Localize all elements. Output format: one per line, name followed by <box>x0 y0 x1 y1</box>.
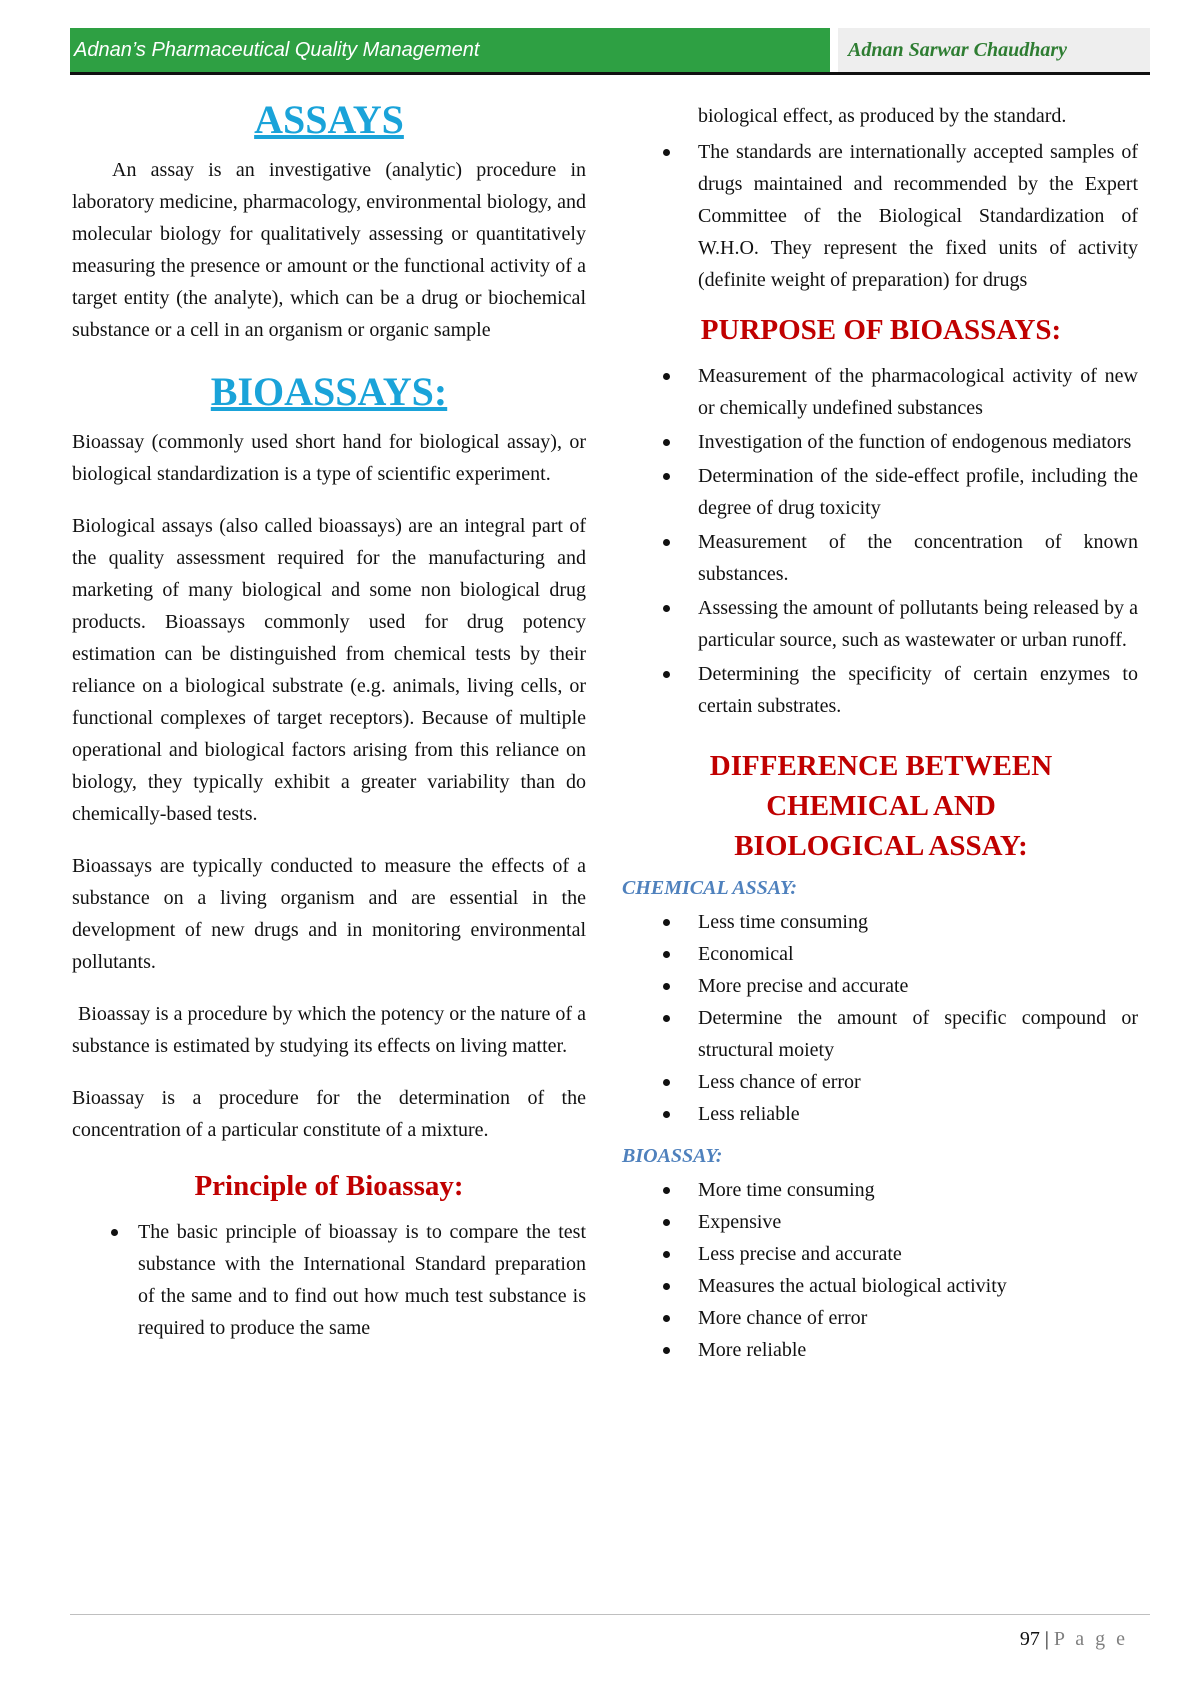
chemical-assay-item: Determine the amount of specific compound or structural moiety <box>624 1002 1138 1066</box>
bioassay-item: Expensive <box>624 1206 1138 1238</box>
difference-heading-line-3: BIOLOGICAL ASSAY: <box>734 830 1028 862</box>
chemical-assay-item: Less chance of error <box>624 1066 1138 1098</box>
bioassay-paragraph-1: Bioassay (commonly used short hand for biological assay), or biological standardization is a type of scientific experiment. <box>72 431 586 485</box>
purpose-heading: PURPOSE OF BIOASSAYS: <box>700 314 1062 346</box>
purpose-list <box>624 360 1138 722</box>
chemical-assay-heading: CHEMICAL ASSAY: <box>622 877 798 899</box>
difference-heading-line-1: DIFFERENCE BETWEEN <box>709 750 1053 782</box>
bioassay-paragraph-3: Bioassays are typically conducted to measure the effects of a substance on a living organism and are essential in the development of new drugs and in monitoring environmental pollutants. <box>72 855 586 973</box>
header-author: Adnan Sarwar Chaudhary <box>838 28 1150 72</box>
principle-heading: Principle of Bioassay: <box>194 1170 464 1202</box>
bioassay-paragraph-2: Biological assays (also called bioassays) are an integral part of the quality assessment required for the manufacturing and marketing of many biological and some non biological drug products. Bioassays commonly used for drug potency estimation can be distinguished from chemical tests by their reliance on a biological substrate (e.g. animals, living cells, or functional complexes of target receptors). Because of multiple operational and biological factors arising from this reliance on biology, they typically exhibit a greater variability than do chemically-based tests. <box>72 515 586 825</box>
chemical-assay-item: Economical <box>624 938 1138 970</box>
bioassay-item: More chance of error <box>624 1302 1138 1334</box>
page-footer <box>1020 1628 1128 1651</box>
continued-text: biological effect, as produced by the standard. <box>698 105 1067 127</box>
difference-heading-line-2: CHEMICAL AND <box>766 790 996 822</box>
bioassay-paragraph-4: Bioassay is a procedure by which the potency or the nature of a substance is estimated by studying its effects on living matter. <box>72 1003 586 1057</box>
purpose-item: Measurement of the pharmacological activity of new or chemically undefined substances <box>624 360 1138 424</box>
bioassays-heading: BIOASSAYS: <box>210 369 448 414</box>
assays-paragraph: An assay is an investigative (analytic) procedure in laboratory medicine, pharmacology, environmental biology, and molecular biology for qualitatively assessing or quantitatively measuring the presence or amount or the functional activity of a target entity (the analyte), which can be a drug or biochemical substance or a cell in an organism or organic sample <box>72 159 586 341</box>
standards-item: The standards are internationally accepted samples of drugs maintained and recommended by the Expert Committee of the Biological Standardization of W.H.O. They represent the fixed units of activity (definite weight of preparation) for drugs <box>624 136 1138 296</box>
bioassay-item: Less precise and accurate <box>624 1238 1138 1270</box>
purpose-item: Investigation of the function of endogenous mediators <box>624 426 1138 458</box>
right-column <box>624 100 1138 1376</box>
bioassay-item: More reliable <box>624 1334 1138 1366</box>
page-number: 97 <box>1019 1628 1040 1650</box>
assays-heading: ASSAYS <box>254 97 404 142</box>
bioassay-item: Measures the actual biological activity <box>624 1270 1138 1302</box>
principle-item <box>72 1216 586 1344</box>
left-column <box>72 96 586 1354</box>
purpose-item: Measurement of the concentration of known substances. <box>624 526 1138 590</box>
chemical-assay-item: Less reliable <box>624 1098 1138 1130</box>
page-word: P a g e <box>1053 1628 1128 1650</box>
bioassay-heading: BIOASSAY: <box>622 1145 723 1167</box>
chemical-assay-item: More precise and accurate <box>624 970 1138 1002</box>
page-separator: | <box>1039 1628 1054 1650</box>
header-book-title: Adnan’s Pharmaceutical Quality Management <box>70 28 830 72</box>
footer-divider <box>70 1614 1150 1615</box>
bioassay-list <box>624 1174 1138 1366</box>
standards-list <box>624 136 1138 296</box>
chemical-assay-item: Less time consuming <box>624 906 1138 938</box>
difference-heading <box>624 746 1138 866</box>
principle-list <box>72 1216 586 1344</box>
chemical-assay-list <box>624 906 1138 1130</box>
purpose-item: Determining the specificity of certain enzymes to certain substrates. <box>624 658 1138 722</box>
bioassay-paragraph-5: Bioassay is a procedure for the determination of the concentration of a particular constitute of a mixture. <box>72 1087 586 1141</box>
purpose-item: Assessing the amount of pollutants being released by a particular source, such as wastewater or urban runoff. <box>624 592 1138 656</box>
purpose-item: Determination of the side-effect profile, including the degree of drug toxicity <box>624 460 1138 524</box>
principle-item-text: The basic principle of bioassay is to compare the test substance with the International Standard preparation of the same and to find out how much test substance is required to produce the same <box>138 1221 586 1339</box>
page-header <box>70 28 1150 75</box>
bioassay-item: More time consuming <box>624 1174 1138 1206</box>
